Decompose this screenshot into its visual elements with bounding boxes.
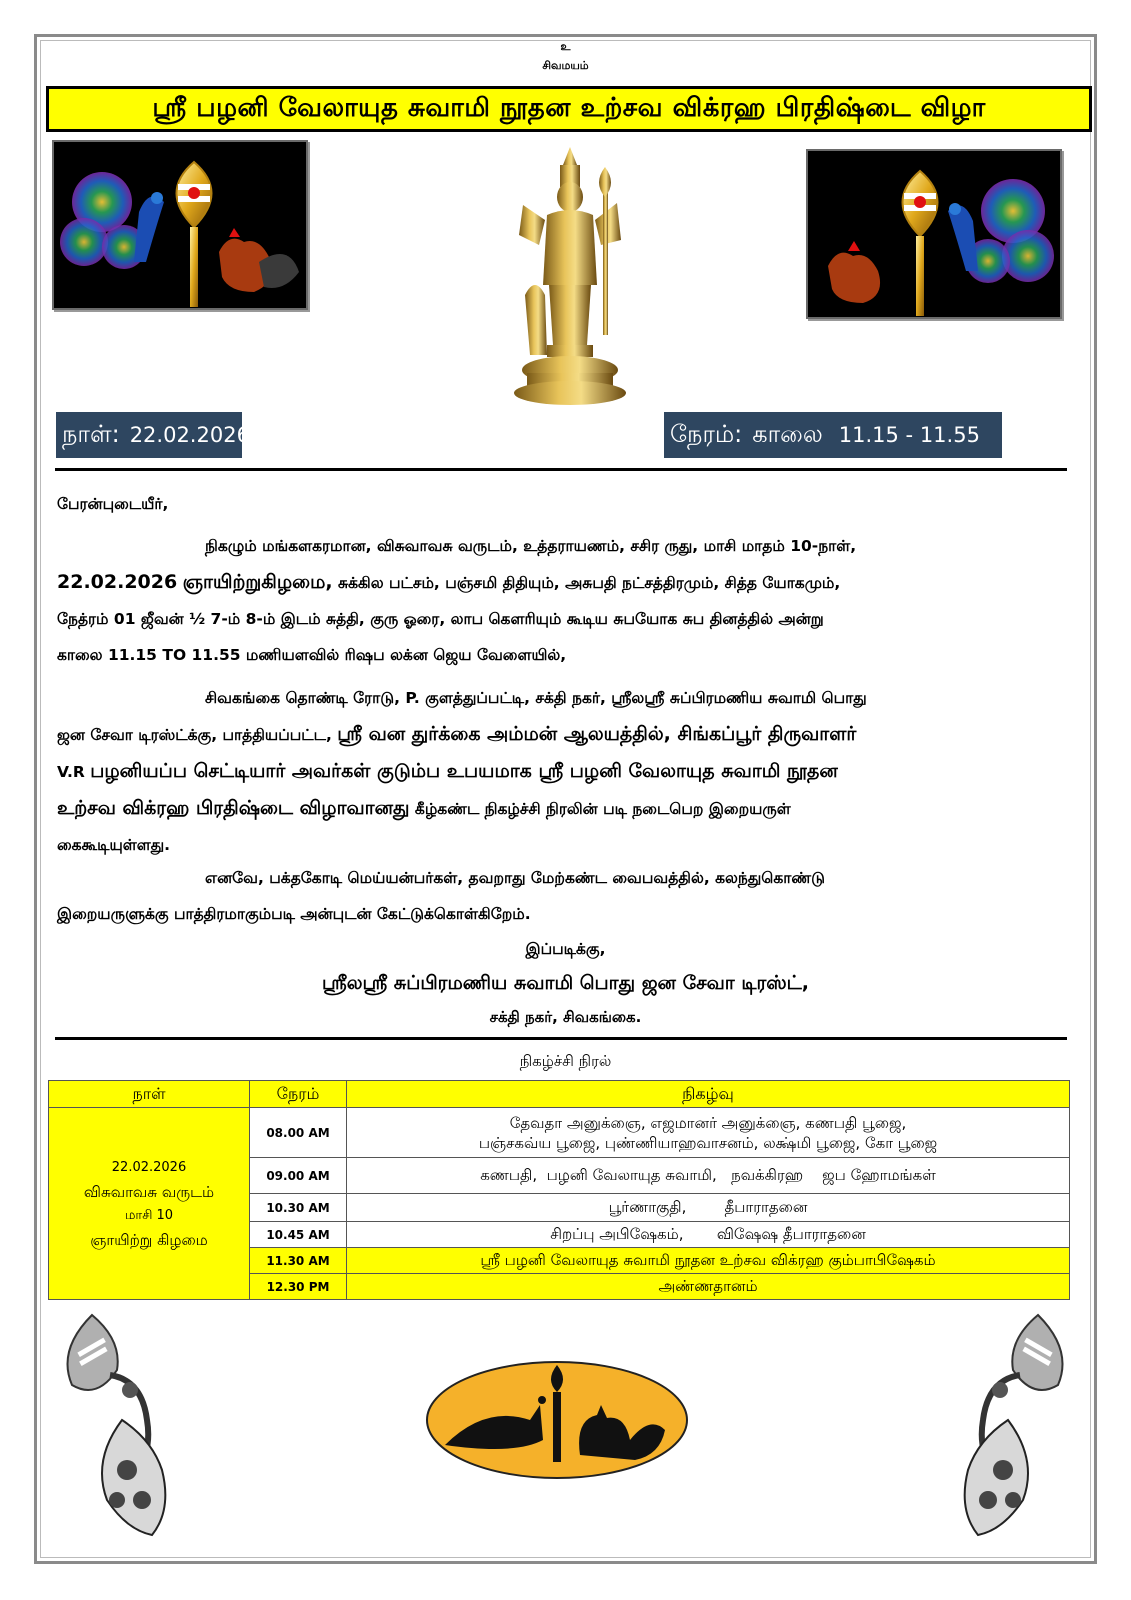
- p3-line-2: இறையருளுக்கு பாத்திரமாகும்படி அன்புடன் கேட்டுக்கொள்கிறேம்.: [57, 905, 531, 923]
- trust-name: ஸ்ரீலஸ்ரீ சுப்பிரமணிய சுவாமி பொது ஜன சேவா டிரஸ்ட்,: [321, 972, 810, 994]
- date-label: நாள்:: [62, 419, 120, 448]
- p3-line-1: எனவே, பக்தகோடி மெய்யன்பர்கள், தவறாது மேற்கண்ட வைபவத்தில், கலந்துகொண்டு: [205, 869, 825, 887]
- sivamayam: சிவமயம்: [542, 59, 589, 72]
- row-event: சிறப்பு அபிஷேகம், விஷேஷ தீபாராதனை: [347, 1222, 1070, 1248]
- p2-donor: பழனியப்ப செட்டியார் அவர்கள் குடும்ப உபயமாக ஸ்ரீ பழனி வேலாயுத சுவாமி நூதன: [90, 760, 838, 782]
- p1-line-1: நிகழும் மங்களகரமான, விசுவாவசு வருடம், உத்தராயணம், சசிர ருது, மாசி மாதம் 10-நாள்,: [205, 537, 857, 555]
- p2-line-5: கைகூடியுள்ளது.: [57, 836, 171, 854]
- trust-address: சக்தி நகர், சிவகங்கை.: [489, 1008, 642, 1026]
- time-pill: [664, 412, 1002, 458]
- row-time: 10.30 AM: [250, 1194, 347, 1222]
- row-time: 10.45 AM: [250, 1222, 347, 1248]
- p1-details: சுக்கில பட்சம், பஞ்சமி திதியும், அசுபதி நட்சத்திரமும், சித்த யோகமும்,: [338, 574, 841, 592]
- salutation: பேரன்புடையீர்,: [57, 495, 169, 513]
- peacock-vel-rooster-logo: [425, 1360, 690, 1480]
- peacock-vel-rooster-photo-left: [52, 140, 308, 310]
- schedule-date: 22.02.2026: [111, 1159, 187, 1175]
- row-event-line-1: தேவதா அனுக்ஞை, எஜமானர் அனுக்ஞை, கணபதி பூஜை,: [509, 1113, 907, 1132]
- header-time: நேரம்: [250, 1081, 347, 1108]
- time-prefix: காலை: [752, 419, 823, 448]
- row-time: 08.00 AM: [250, 1108, 347, 1158]
- row-event: பூர்ணாகுதி, தீபாராதனை: [347, 1194, 1070, 1222]
- p2-line-4: [57, 790, 1067, 827]
- schedule-month: மாசி 10: [124, 1207, 174, 1223]
- p1-line-2: [57, 564, 1067, 601]
- schedule-day: ஞாயிற்று கிழமை: [90, 1230, 208, 1249]
- p2-line-2: [57, 716, 1067, 753]
- schedule-header-row: [49, 1081, 1070, 1108]
- row-event: அண்ணதானம்: [347, 1274, 1070, 1300]
- table-row: [49, 1108, 1070, 1158]
- vel-peacock-right-ornament: [938, 1310, 1078, 1540]
- p1-line-3: நேத்ரம் 01 ஜீவன் ½ 7-ம் 8-ம் இடம் சுத்தி, குரு ஓரை, லாப கௌரியும் கூடிய சுபயோக சுப தினத்தில் அன்று: [57, 610, 824, 628]
- invitation-paragraph-2: [57, 680, 1067, 863]
- p2-line-1: சிவகங்கை தொண்டி ரோடு, P. குளத்துப்பட்டி, சக்தி நகர், ஸ்ரீலஸ்ரீ சுப்பிரமணிய சுவாமி பொது: [205, 689, 867, 707]
- p2-temple: ஸ்ரீ வன துர்க்கை அம்மன் ஆலயத்தில், சிங்கப்பூர் திருவாளர்: [337, 723, 857, 745]
- p2-line-3: [57, 753, 1067, 790]
- peacock-vel-rooster-photo-right: [806, 149, 1062, 319]
- date-pill: [56, 412, 250, 458]
- row-event: கணபதி, பழனி வேலாயுத சுவாமி, நவக்கிரஹ ஜப ஹோமங்கள்: [347, 1158, 1070, 1194]
- time-label: நேரம்:: [670, 419, 743, 448]
- row-time: 12.30 PM: [250, 1274, 347, 1300]
- schedule-year: விசுவாவசு வருடம்: [83, 1182, 215, 1201]
- header-event: நிகழ்வு: [347, 1081, 1070, 1108]
- invitation-paragraph-1: [57, 528, 1067, 673]
- p2-schedule-note: கீழ்கண்ட நிகழ்ச்சி நிரலின் படி நடைபெற இறையருள்: [414, 800, 791, 818]
- vel-peacock-left-ornament: [52, 1310, 192, 1540]
- murugan-brass-idol: [505, 145, 635, 410]
- event-title-banner: [46, 86, 1092, 132]
- invitation-paragraph-3: [57, 860, 1067, 932]
- schedule-caption: நிகழ்ச்சி நிரல்: [519, 1052, 612, 1070]
- date-value: 22.02.2026: [129, 423, 250, 447]
- schedule-table: [48, 1080, 1070, 1300]
- header-date: நாள்: [49, 1081, 250, 1108]
- p2-initials: V.R: [57, 763, 85, 781]
- divider-bottom: [55, 1037, 1067, 1040]
- event-title: ஸ்ரீ பழனி வேலாயுத சுவாமி நூதன உற்சவ விக்ரஹ பிரதிஷ்டை விழா: [152, 92, 986, 123]
- schedule-date-cell: [49, 1108, 250, 1300]
- closing: இப்படிக்கு,: [525, 940, 606, 958]
- row-event: ஸ்ரீ பழனி வேலாயுத சுவாமி நூதன உற்சவ விக்ரஹ கும்பாபிஷேகம்: [347, 1248, 1070, 1274]
- p1-date: 22.02.2026: [57, 571, 178, 593]
- row-event: [347, 1108, 1070, 1158]
- row-time: 11.30 AM: [250, 1248, 347, 1274]
- time-value: 11.15 - 11.55: [838, 423, 980, 447]
- row-event-line-2: பஞ்சகவ்ய பூஜை, புண்ணியாஹவாசனம், லக்ஷ்மி பூஜை, கோ பூஜை: [478, 1133, 938, 1152]
- p2-trust: ஜன சேவா டிரஸ்ட்க்கு, பாத்தியப்பட்ட,: [57, 726, 332, 744]
- pillaiyar-suzhi: உ: [560, 40, 571, 53]
- p1-line-4: காலை 11.15 TO 11.55 மணியளவில் ரிஷப லக்ன ஜெய வேளையில்,: [57, 646, 567, 664]
- row-time: 09.00 AM: [250, 1158, 347, 1194]
- divider-top: [55, 468, 1067, 471]
- p1-day: ஞாயிற்றுகிழமை,: [182, 571, 333, 593]
- p2-event: உற்சவ விக்ரஹ பிரதிஷ்டை விழாவானது: [57, 797, 410, 819]
